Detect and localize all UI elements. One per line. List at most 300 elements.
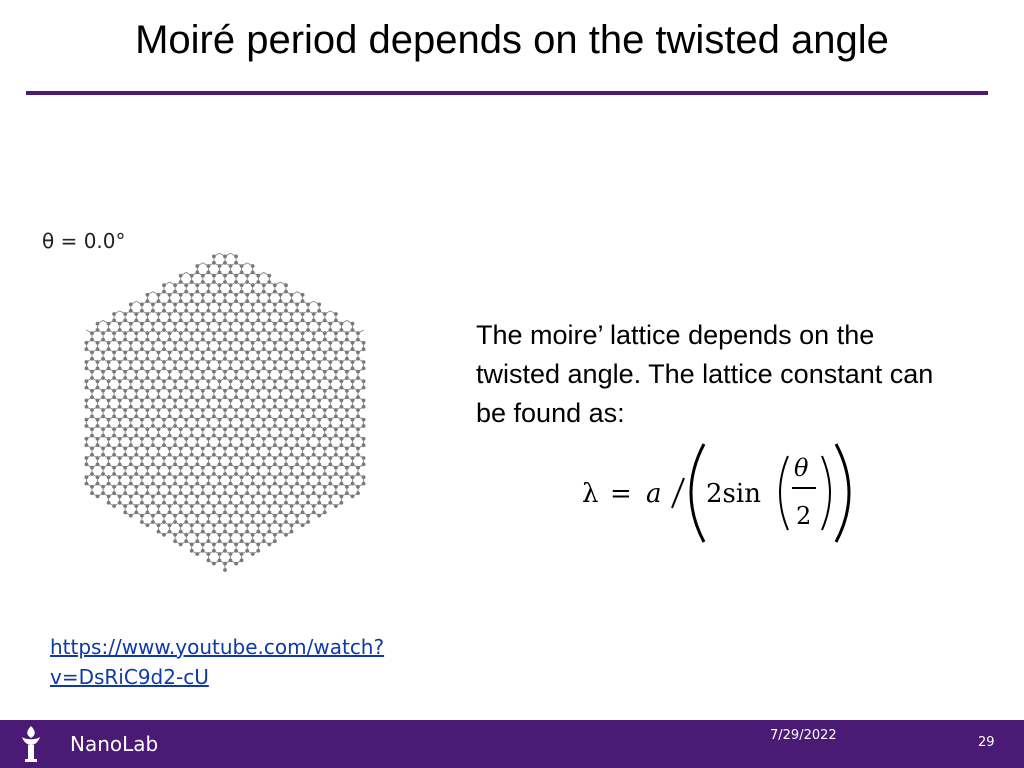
lattice-atom: [234, 299, 238, 303]
lattice-atom: [328, 386, 332, 390]
lattice-atom: [212, 338, 216, 342]
lattice-atom: [362, 379, 366, 383]
lattice-atom: [356, 447, 360, 451]
lattice-atom: [284, 520, 288, 524]
formula-inner-paren-right: [822, 456, 830, 530]
lattice-atom: [351, 443, 355, 447]
lattice-atom: [201, 376, 205, 380]
lattice-atom: [173, 437, 177, 441]
lattice-atom: [240, 514, 244, 518]
lattice-atom: [245, 453, 249, 457]
lattice-atom: [234, 338, 238, 342]
lattice-atom: [323, 427, 327, 431]
lattice-atom: [140, 322, 144, 326]
lattice-atom: [173, 463, 177, 467]
lattice-atom: [317, 379, 321, 383]
lattice-atom: [146, 504, 150, 508]
lattice-atom: [312, 472, 316, 476]
lattice-atom: [101, 466, 105, 470]
lattice-atom: [173, 482, 177, 486]
lattice-atom: [162, 386, 166, 390]
lattice-atom: [256, 395, 260, 399]
lattice-atom: [240, 328, 244, 332]
lattice-atom: [207, 328, 211, 332]
lattice-atom: [184, 443, 188, 447]
lattice-atom: [218, 303, 222, 307]
lattice-atom: [140, 328, 144, 332]
lattice-atom: [301, 472, 305, 476]
lattice-atom: [107, 501, 111, 505]
lattice-atom: [245, 338, 249, 342]
lattice-atom: [312, 485, 316, 489]
lattice-atom: [168, 357, 172, 361]
lattice-atom: [312, 389, 316, 393]
lattice-atom: [223, 395, 227, 399]
lattice-atom: [245, 408, 249, 412]
lattice-atom: [290, 408, 294, 412]
lattice-atom: [218, 520, 222, 524]
lattice-atom: [129, 303, 133, 307]
lattice-atom: [234, 280, 238, 284]
lattice-atom: [284, 290, 288, 294]
lattice-atom: [96, 347, 100, 351]
lattice-atom: [279, 319, 283, 323]
lattice-atom: [262, 328, 266, 332]
lattice-atom: [340, 328, 344, 332]
lattice-atom: [146, 312, 150, 316]
lattice-atom: [201, 504, 205, 508]
lattice-atom: [129, 418, 133, 422]
lattice-atom: [190, 331, 194, 335]
lattice-atom: [118, 399, 122, 403]
lattice-atom: [212, 357, 216, 361]
lattice-atom: [312, 466, 316, 470]
lattice-atom: [190, 357, 194, 361]
lattice-atom: [340, 475, 344, 479]
lattice-atom: [157, 427, 161, 431]
lattice-atom: [218, 328, 222, 332]
lattice-atom: [184, 283, 188, 287]
lattice-atom: [267, 312, 271, 316]
lattice-atom: [151, 360, 155, 364]
lattice-atom: [212, 395, 216, 399]
formula-denominator: 2: [796, 502, 812, 530]
lattice-atom: [290, 530, 294, 534]
lattice-atom: [356, 408, 360, 412]
lattice-atom: [157, 408, 161, 412]
lattice-atom: [267, 370, 271, 374]
lattice-atom: [151, 367, 155, 371]
lattice-atom: [290, 453, 294, 457]
lattice-atom: [312, 376, 316, 380]
lattice-atom: [301, 434, 305, 438]
lattice-atom: [195, 367, 199, 371]
lattice-atom: [184, 514, 188, 518]
lattice-atom: [162, 405, 166, 409]
lattice-atom: [85, 418, 89, 422]
lattice-atom: [129, 443, 133, 447]
lattice-atom: [134, 351, 138, 355]
lattice-atom: [301, 415, 305, 419]
lattice-atom: [151, 463, 155, 467]
lattice-atom: [190, 511, 194, 515]
lattice-atom: [240, 379, 244, 383]
lattice-atom: [323, 466, 327, 470]
lattice-atom: [90, 389, 94, 393]
lattice-atom: [173, 341, 177, 345]
lattice-atom: [223, 472, 227, 476]
lattice-atom: [162, 514, 166, 518]
lattice-atom: [184, 322, 188, 326]
lattice-atom: [107, 360, 111, 364]
lattice-atom: [123, 319, 127, 323]
lattice-atom: [218, 399, 222, 403]
lattice-atom: [184, 418, 188, 422]
lattice-atom: [251, 495, 255, 499]
formula-outer-paren-left: [691, 444, 704, 542]
lattice-atom: [101, 351, 105, 355]
lattice-atom: [279, 351, 283, 355]
lattice-atom: [107, 347, 111, 351]
lattice-atom: [146, 299, 150, 303]
lattice-atom: [218, 386, 222, 390]
lattice-atom: [251, 463, 255, 467]
lattice-atom: [146, 319, 150, 323]
lattice-atom: [146, 511, 150, 515]
lattice-atom: [234, 415, 238, 419]
lattice-atom: [112, 485, 116, 489]
lattice-atom: [267, 466, 271, 470]
lattice-atom: [306, 328, 310, 332]
lattice-atom: [301, 351, 305, 355]
lattice-atom: [229, 475, 233, 479]
lattice-atom: [212, 530, 216, 534]
lattice-atom: [218, 443, 222, 447]
lattice-atom: [223, 389, 227, 393]
lattice-atom: [201, 466, 205, 470]
lattice-atom: [273, 386, 277, 390]
lattice-atom: [273, 379, 277, 383]
lattice-atom: [284, 533, 288, 537]
lattice-atom: [223, 376, 227, 380]
title-divider: [26, 91, 988, 95]
lattice-atom: [295, 341, 299, 345]
lattice-atom: [356, 357, 360, 361]
lattice-atom: [173, 283, 177, 287]
lattice-atom: [101, 453, 105, 457]
lattice-atom: [301, 466, 305, 470]
lattice-atom: [301, 389, 305, 393]
footer-bar: [0, 720, 1024, 768]
lattice-atom: [284, 379, 288, 383]
lattice-atom: [340, 437, 344, 441]
lattice-atom: [118, 443, 122, 447]
lattice-atom: [273, 482, 277, 486]
lattice-atom: [140, 437, 144, 441]
lattice-atom: [85, 405, 89, 409]
lattice-atom: [118, 360, 122, 364]
lattice-atom: [218, 283, 222, 287]
lattice-atom: [284, 437, 288, 441]
lattice-atom: [134, 376, 138, 380]
lattice-atom: [290, 466, 294, 470]
lattice-atom: [295, 443, 299, 447]
lattice-atom: [290, 523, 294, 527]
lattice-atom: [312, 408, 316, 412]
lattice-atom: [284, 303, 288, 307]
lattice-atom: [123, 395, 127, 399]
lattice-atom: [317, 328, 321, 332]
lattice-atom: [317, 501, 321, 505]
lattice-atom: [273, 533, 277, 537]
lattice-atom: [218, 347, 222, 351]
lattice-atom: [207, 386, 211, 390]
lattice-atom: [312, 370, 316, 374]
lattice-atom: [101, 376, 105, 380]
lattice-atom: [323, 491, 327, 495]
lattice-atom: [195, 303, 199, 307]
lattice-atom: [129, 475, 133, 479]
lattice-atom: [279, 453, 283, 457]
lattice-atom: [229, 437, 233, 441]
lattice-atom: [107, 475, 111, 479]
lattice-atom: [345, 338, 349, 342]
lattice-atom: [334, 312, 338, 316]
lattice-atom: [207, 341, 211, 345]
lattice-atom: [218, 290, 222, 294]
lattice-atom: [157, 434, 161, 438]
lattice-atom: [173, 399, 177, 403]
lattice-atom: [251, 456, 255, 460]
lattice-atom: [362, 347, 366, 351]
lattice-atom: [184, 456, 188, 460]
lattice-atom: [267, 351, 271, 355]
lattice-atom: [251, 290, 255, 294]
lattice-atom: [301, 504, 305, 508]
lattice-atom: [112, 466, 116, 470]
lattice-atom: [234, 319, 238, 323]
lattice-atom: [229, 399, 233, 403]
lattice-atom: [345, 427, 349, 431]
lattice-atom: [195, 437, 199, 441]
lattice-atom: [90, 331, 94, 335]
lattice-atom: [173, 367, 177, 371]
lattice-atom: [240, 424, 244, 428]
source-video-link[interactable]: https://www.youtube.com/watch?v=DsRiC9d2-cU: [50, 635, 385, 689]
lattice-atom: [351, 475, 355, 479]
lattice-atom: [351, 405, 355, 409]
lattice-atom: [328, 328, 332, 332]
lattice-atom: [351, 437, 355, 441]
lattice-atom: [179, 299, 183, 303]
lattice-atom: [340, 463, 344, 467]
lattice-atom: [229, 283, 233, 287]
lattice-atom: [306, 341, 310, 345]
lattice-atom: [101, 447, 105, 451]
lattice-atom: [245, 434, 249, 438]
lattice-atom: [295, 482, 299, 486]
lattice-atom: [112, 389, 116, 393]
lattice-atom: [240, 386, 244, 390]
lattice-atom: [251, 322, 255, 326]
lattice-atom: [267, 511, 271, 515]
lattice-atom: [295, 514, 299, 518]
lattice-atom: [96, 475, 100, 479]
lattice-atom: [356, 370, 360, 374]
lattice-atom: [129, 495, 133, 499]
lattice-atom: [306, 322, 310, 326]
lattice-atom: [262, 360, 266, 364]
lattice-atom: [317, 386, 321, 390]
lattice-atom: [273, 405, 277, 409]
lattice-atom: [273, 443, 277, 447]
lattice-atom: [234, 434, 238, 438]
lattice-atom: [179, 472, 183, 476]
lattice-atom: [173, 379, 177, 383]
lattice-atom: [306, 360, 310, 364]
lattice-atom: [195, 360, 199, 364]
lattice-atom: [229, 341, 233, 345]
torch-logo-icon: [14, 723, 48, 765]
lattice-atom: [279, 389, 283, 393]
lattice-atom: [190, 312, 194, 316]
lattice-atom: [195, 264, 199, 268]
lattice-atom: [107, 386, 111, 390]
lattice-atom: [223, 485, 227, 489]
lattice-atom: [234, 472, 238, 476]
lattice-atom: [323, 370, 327, 374]
lattice-atom: [267, 415, 271, 419]
lattice-atom: [129, 501, 133, 505]
lattice-atom: [195, 271, 199, 275]
lattice-atom: [151, 341, 155, 345]
lattice-atom: [229, 552, 233, 556]
lattice-atom: [262, 475, 266, 479]
lattice-atom: [262, 399, 266, 403]
lattice-atom: [251, 405, 255, 409]
lattice-atom: [295, 475, 299, 479]
lattice-atom: [362, 405, 366, 409]
lattice-atom: [356, 453, 360, 457]
lattice-atom: [328, 418, 332, 422]
lattice-atom: [96, 418, 100, 422]
lattice-atom: [168, 395, 172, 399]
lattice-atom: [345, 376, 349, 380]
lattice-atom: [301, 357, 305, 361]
lattice-atom: [234, 466, 238, 470]
lattice-atom: [123, 472, 127, 476]
lattice-atom: [306, 456, 310, 460]
lattice-atom: [240, 367, 244, 371]
lattice-atom: [229, 482, 233, 486]
lattice-atom: [340, 424, 344, 428]
lattice-atom: [345, 351, 349, 355]
lattice-atom: [212, 293, 216, 297]
lattice-atom: [207, 399, 211, 403]
lattice-atom: [112, 472, 116, 476]
lattice-atom: [306, 520, 310, 524]
lattice-atom: [118, 437, 122, 441]
lattice-atom: [317, 443, 321, 447]
lattice-atom: [107, 418, 111, 422]
lattice-atom: [262, 283, 266, 287]
lattice-atom: [173, 456, 177, 460]
lattice-atom: [207, 418, 211, 422]
lattice-atom: [245, 523, 249, 527]
lattice-atom: [245, 415, 249, 419]
lattice-atom: [212, 351, 216, 355]
lattice-atom: [262, 514, 266, 518]
lattice-atom: [356, 331, 360, 335]
lattice-atom: [146, 338, 150, 342]
lattice-atom: [162, 309, 166, 313]
lattice-atom: [157, 331, 161, 335]
lattice-atom: [157, 415, 161, 419]
lattice-atom: [223, 549, 227, 553]
lattice-atom: [190, 274, 194, 278]
lattice-atom: [218, 456, 222, 460]
lattice-atom: [146, 466, 150, 470]
lattice-atom: [157, 293, 161, 297]
lattice-atom: [96, 405, 100, 409]
lattice-atom: [96, 367, 100, 371]
lattice-atom: [179, 389, 183, 393]
lattice-atom: [162, 360, 166, 364]
lattice-atom: [345, 395, 349, 399]
lattice-atom: [212, 504, 216, 508]
lattice-atom: [112, 434, 116, 438]
lattice-atom: [323, 453, 327, 457]
lattice-atom: [328, 379, 332, 383]
lattice-atom: [256, 523, 260, 527]
lattice-atom: [245, 280, 249, 284]
lattice-atom: [118, 463, 122, 467]
lattice-atom: [262, 520, 266, 524]
lattice-atom: [218, 341, 222, 345]
lattice-atom: [267, 293, 271, 297]
lattice-atom: [118, 418, 122, 422]
lattice-atom: [279, 466, 283, 470]
lattice-atom: [340, 456, 344, 460]
lattice-atom: [140, 495, 144, 499]
lattice-atom: [179, 530, 183, 534]
lattice-atom: [273, 367, 277, 371]
lattice-atom: [351, 347, 355, 351]
lattice-atom: [151, 347, 155, 351]
lattice-atom: [207, 271, 211, 275]
lattice-atom: [295, 520, 299, 524]
lattice-atom: [267, 472, 271, 476]
lattice-atom: [306, 424, 310, 428]
lattice-atom: [328, 475, 332, 479]
lattice-atom: [284, 309, 288, 313]
formula-slash: [672, 478, 684, 508]
lattice-atom: [229, 520, 233, 524]
lattice-atom: [262, 405, 266, 409]
lattice-atom: [118, 341, 122, 345]
formula-a: a: [646, 479, 662, 509]
lattice-atom: [184, 347, 188, 351]
lattice-atom: [323, 472, 327, 476]
lattice-atom: [201, 434, 205, 438]
lattice-atom: [234, 351, 238, 355]
formula-equals: =: [610, 479, 632, 509]
lattice-atom: [146, 447, 150, 451]
lattice-atom: [362, 367, 366, 371]
lattice-atom: [306, 405, 310, 409]
lattice-atom: [234, 447, 238, 451]
lattice-atom: [334, 472, 338, 476]
